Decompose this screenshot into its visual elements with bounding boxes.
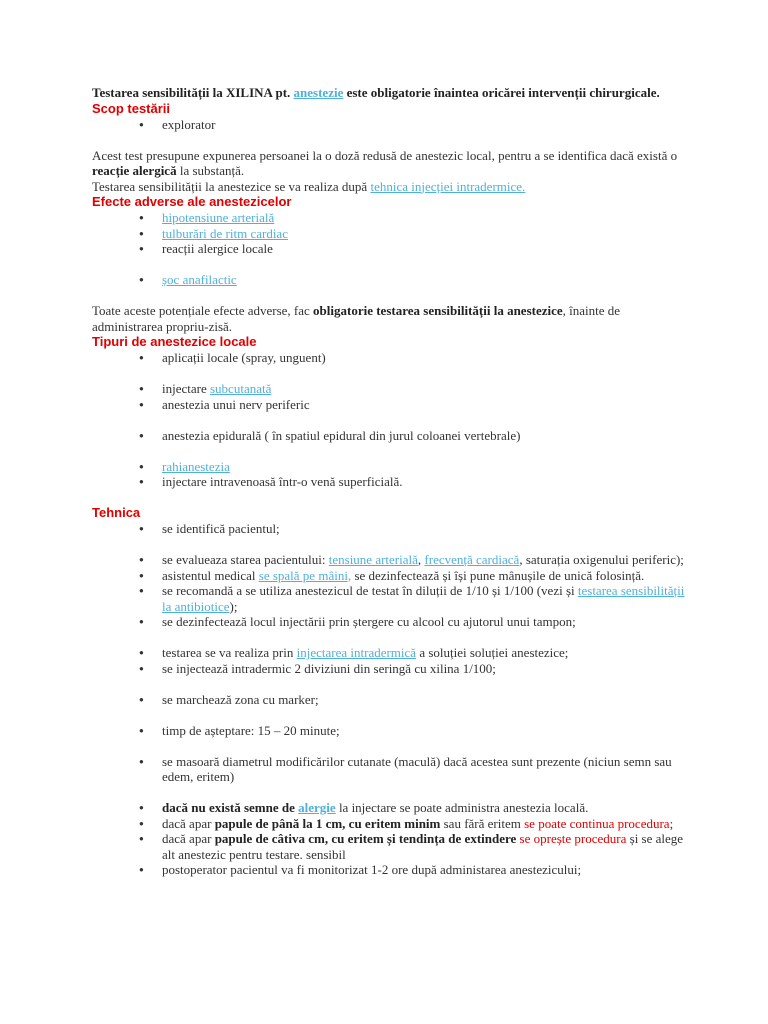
list-item — [92, 645, 692, 661]
heading-tehnica: Tehnica — [92, 505, 141, 520]
list-item — [92, 272, 692, 288]
text: , — [417, 552, 425, 567]
continua-procedura-text: se poate continua procedura — [524, 815, 670, 831]
text: se recomandă a se utiliza anestezicul de testat în diluții de 1/10 și 1/100 (vezi și — [162, 583, 578, 598]
list-item — [92, 552, 692, 568]
list-item — [92, 381, 692, 397]
text: la substanță. — [176, 163, 245, 178]
list-item: ● reacții alergice locale — [92, 241, 692, 257]
text: , înainte de administrarea propriu-zisă. — [92, 303, 621, 334]
papule-text: papule de până la 1 cm, cu eritem minim — [214, 815, 441, 831]
list-item — [92, 459, 692, 475]
text: asistentul medical — [162, 567, 259, 583]
text: Testarea sensibilității la anestezice se va realiza după — [92, 178, 371, 194]
alergie-link[interactable]: alergie — [298, 800, 336, 815]
text: , saturația oxigenului periferic); — [519, 552, 684, 567]
text: Toate aceste potențiale efecte adverse, fac — [92, 303, 314, 318]
list-item: ● timp de așteptare: 15 – 20 minute; — [92, 723, 692, 739]
text: ; — [669, 815, 674, 831]
text: la injectare se poate administra anestezia locală. — [335, 800, 589, 815]
heading-scop-testarii: Scop testării — [92, 100, 171, 116]
text: și se alege alt anestezic pentru testare. sensibil — [162, 831, 684, 862]
text: a soluției soluției anestezice; — [416, 645, 569, 660]
list-item — [92, 568, 692, 584]
intro-text-end: este obligatorie înaintea oricărei intervenții chirurgicale. — [343, 85, 660, 100]
intro-paragraph — [92, 85, 692, 101]
list-item: ● injectare intravenoasă într-o venă superficială. — [92, 474, 692, 490]
document-page — [92, 85, 692, 878]
text: Acest test presupune expunerea persoanei la o doză redusă de anestezic local, pentru a se identifica dacă există o — [92, 147, 678, 163]
papule-extindere-text: papule de câtiva cm, cu eritem și tendința de extindere — [214, 831, 517, 846]
text: ); — [229, 598, 238, 614]
text: se dezinfectează și își pune mânușile de unică folosință. — [351, 567, 645, 583]
subcutanata-link[interactable]: subcutanată — [210, 381, 272, 396]
efecte-summary-paragraph — [92, 303, 692, 334]
tulburari-ritm-link[interactable]: tulburări de ritm cardiac — [162, 225, 288, 241]
list-item: ● anestezia unui nerv periferic — [92, 397, 692, 413]
list-item — [92, 210, 692, 226]
opreste-procedura-text: se oprește procedura — [519, 831, 627, 846]
tipuri-list — [92, 350, 692, 490]
list-item: ● se marchează zona cu marker; — [92, 692, 692, 708]
frecventa-cardiaca-link[interactable]: frecvență cardiacă — [424, 552, 520, 567]
soc-anafilactic-link[interactable]: șoc anafilactic — [162, 272, 237, 287]
tehnica-injectiei-link[interactable]: tehnica injecției intradermice. — [370, 178, 526, 194]
testarea-antibiotice-link[interactable]: testarea sensibilității la antibiotice — [162, 583, 685, 614]
list-item: ● explorator — [92, 117, 692, 133]
efecte-list — [92, 210, 692, 288]
list-item — [92, 800, 692, 816]
scop-list — [92, 117, 692, 133]
text: se evalueaza starea pacientului: — [162, 552, 329, 567]
reactie-alergica-text: reacție alergică — [92, 163, 177, 178]
heading-efecte-adverse: Efecte adverse ale anestezicelor — [92, 194, 292, 209]
anestezie-link[interactable]: anestezie — [293, 85, 344, 100]
list-item: ● se injectează intradermic 2 diviziuni din seringă cu xilina 1/100; — [92, 661, 692, 677]
injectarea-intradermica-link[interactable]: injectarea intradermică — [296, 645, 417, 660]
list-item: ● se masoară diametrul modificărilor cutanate (maculă) dacă acestea sunt prezente (niciun semn sau edem, eritem) — [92, 754, 692, 785]
spala-pe-maini-link[interactable]: se spală pe mâini, — [258, 567, 352, 583]
list-item: ● anestezia epidurală ( în spatiul epidural din jurul coloanei vertebrale) — [92, 428, 692, 444]
test-description-paragraph — [92, 148, 692, 195]
text: testarea se va realiza prin — [162, 645, 297, 660]
rahianestezia-link[interactable]: rahianestezia — [162, 458, 230, 474]
text: dacă apar — [162, 815, 215, 831]
intro-text-start: Testarea sensibilității la XILINA pt. — [92, 85, 294, 100]
text: dacă apar — [162, 831, 215, 846]
tehnica-list — [92, 521, 692, 878]
text: sau fără eritem — [440, 815, 525, 831]
list-item — [92, 816, 692, 832]
list-item: ● aplicații locale (spray, unguent) — [92, 350, 692, 366]
obligatorie-text: obligatorie testarea sensibilității la anestezice — [313, 303, 563, 318]
hipotensiune-link[interactable]: hipotensiune arterială — [162, 210, 275, 225]
text: dacă nu există semne de — [162, 800, 299, 815]
list-item: ● se identifică pacientul; — [92, 521, 692, 537]
list-item: ● postoperator pacientul va fi monitorizat 1-2 ore după administarea anestezicului; — [92, 862, 692, 878]
text: injectare — [162, 381, 210, 396]
list-item — [92, 583, 692, 614]
list-item — [92, 831, 692, 862]
tensiune-arteriala-link[interactable]: tensiune arterială — [328, 552, 418, 567]
list-item: ● se dezinfectează locul injectării prin ștergere cu alcool cu ajutorul unui tampon; — [92, 614, 692, 630]
list-item — [92, 226, 692, 242]
heading-tipuri-anestezice: Tipuri de anestezice locale — [92, 334, 257, 349]
